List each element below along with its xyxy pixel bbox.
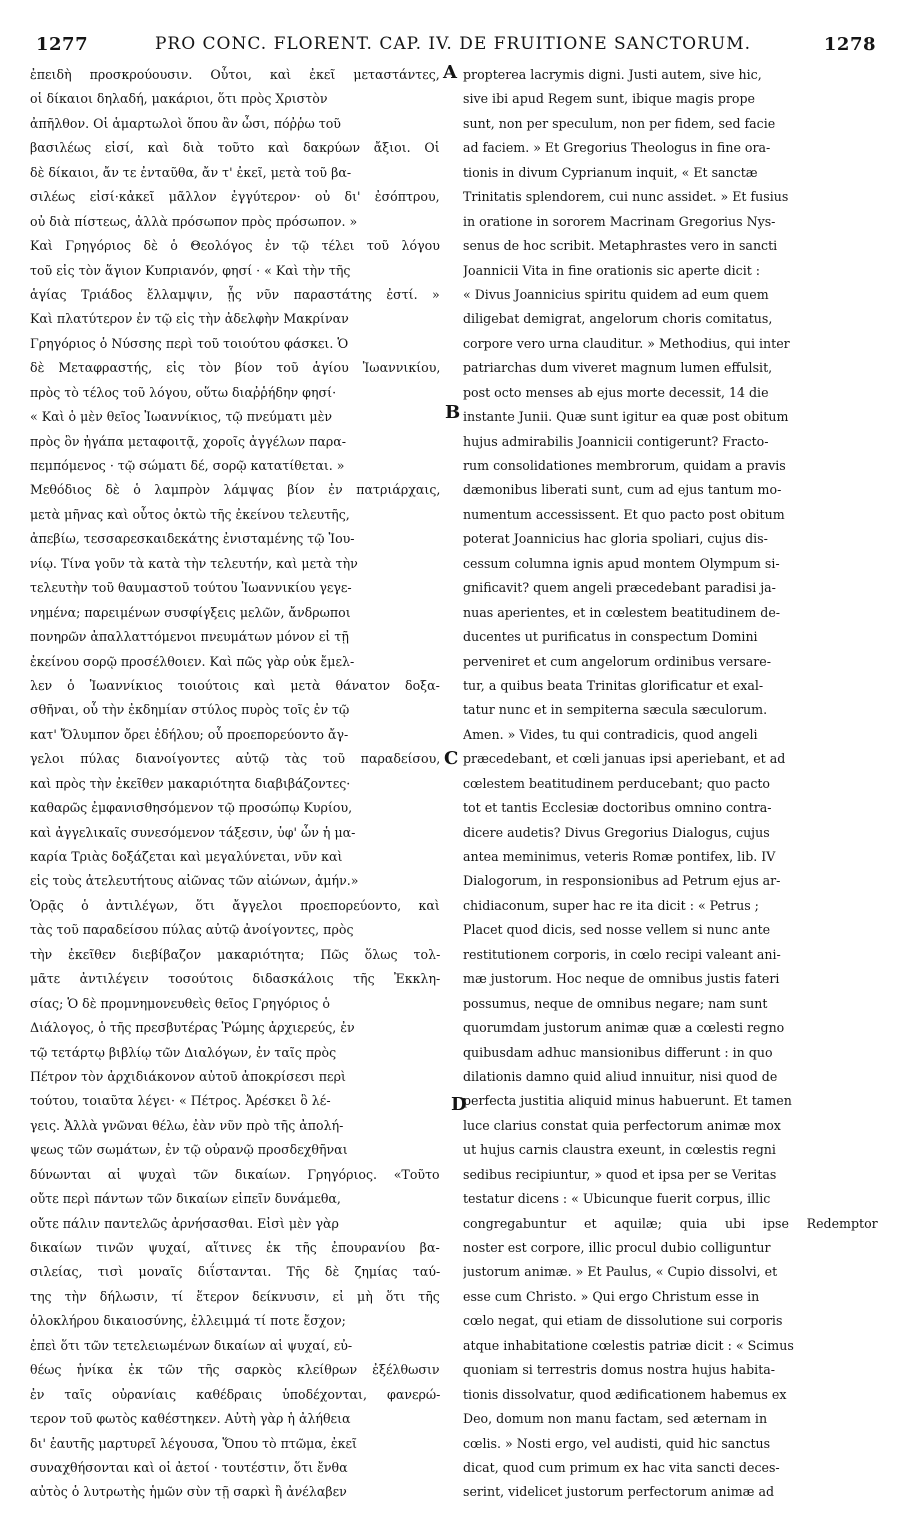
latin-text-line: esse cum Christo. » Qui ergo Christum esse in bbox=[463, 1288, 760, 1304]
latin-text-line: quibusdam adhuc mansionibus differunt : in quo bbox=[463, 1044, 773, 1060]
latin-text-line: nuas aperientes, et in cœlestem beatitudinem de- bbox=[463, 604, 781, 620]
latin-text-line: congregabuntur et aquilæ; quia ubi ipse Redemptor bbox=[463, 1215, 878, 1231]
greek-text-line: δικαίων τινῶν ψυχαί, αἵτινες ἐκ τῆς ἐπουρανίου βα- bbox=[30, 1240, 440, 1255]
latin-text-line: tionis dissolvatur, quod ædificationem habemus ex bbox=[463, 1386, 787, 1402]
greek-text-line: τὴν ἐκεῖθεν διεβίβαζον μακαριότητα; Πῶς ὅλως τολ- bbox=[30, 946, 440, 962]
greek-text-line: πρὸς ὃν ἠγάπα μεταφοιτᾷ, χοροῖς ἀγγέλων παρα- bbox=[30, 433, 347, 449]
latin-text-line: quorumdam justorum animæ quæ a cœlesti regno bbox=[463, 1020, 785, 1036]
latin-text-line: corpore vero urna clauditur. » Methodius, qui inter bbox=[463, 335, 790, 351]
greek-text-line: δὲ δίκαιοι, ἄν τε ἐνταῦθα, ἄν τ' ἐκεῖ, μετὰ τοῦ βα- bbox=[30, 164, 352, 180]
greek-text-line: Διάλογος, ὁ τῆς πρεσβυτέρας Ῥώμης ἀρχιερεύς, ἐν bbox=[30, 1020, 355, 1036]
latin-text-line: dæmonibus liberati sunt, cum ad ejus tantum mo- bbox=[463, 482, 782, 498]
greek-text-line: « Καὶ ὁ μὲν θεῖος Ἰωαννίκιος, τῷ πνεύματι μὲν bbox=[30, 409, 333, 425]
greek-text-line: ἐκείνου σορῷ προσέλθοιεν. Καὶ πῶς γὰρ οὐκ ἔμελ- bbox=[30, 653, 355, 669]
greek-text-line: δὲ Μεταφραστής, εἰς τὸν βίον τοῦ ἁγίου Ἰωαννικίου, bbox=[30, 360, 440, 376]
greek-text-line: οὔτε περὶ πάντων τῶν δικαίων εἰπεῖν δυνάμεθα, bbox=[30, 1191, 341, 1207]
greek-text-line: μᾶτε ἀντιλέγειν τοσούτοις διδασκάλοις τῆς Ἐκκλη- bbox=[30, 971, 440, 987]
greek-text-line: εἰς τοὺς ἀτελευτήτους αἰῶνας τῶν αἰώνων, ἀμήν.» bbox=[30, 873, 359, 889]
latin-text-line: possumus, neque de omnibus negare; nam sunt bbox=[463, 995, 768, 1011]
latin-text-line: antea meminimus, veteris Romæ pontifex, lib. IV bbox=[463, 849, 776, 864]
latin-text-line: ut hujus carnis claustra exeunt, in cœlestis regni bbox=[463, 1142, 776, 1158]
latin-text-line: in oratione in sororem Macrinam Gregorius Nys- bbox=[463, 213, 776, 229]
latin-text-line: Deo, domum non manu factam, sed æternam in bbox=[463, 1411, 768, 1427]
latin-text-line: justorum animæ. » Et Paulus, « Cupio dissolvi, et bbox=[463, 1264, 778, 1280]
greek-text-line: καθαρῶς ἐμφανισθησόμενον τῷ προσώπῳ Κυρίου, bbox=[30, 800, 353, 816]
latin-text-line: « Divus Joannicius spiritu quidem ad eum quem bbox=[463, 286, 769, 302]
latin-text-line: sunt, non per speculum, non per fidem, sed facie bbox=[463, 115, 776, 131]
greek-text-line: τελευτὴν τοῦ θαυμαστοῦ τούτου Ἰωαννικίου γεγε- bbox=[30, 580, 352, 596]
latin-text-line: serint, videlicet justorum perfectorum animæ ad bbox=[463, 1484, 775, 1500]
greek-text-line: πονηρῶν ἀπαλλαττόμενοι πνευμάτων μόνον εἰ τῇ bbox=[30, 629, 349, 645]
latin-text-line: dicere audetis? Divus Gregorius Dialogus, cujus bbox=[463, 824, 770, 840]
greek-text-line: τούτου, τοιαῦτα λέγει· « Πέτρος. Ἀρέσκει ὃ λέ- bbox=[30, 1093, 331, 1109]
greek-text-line: καὶ ἀγγελικαῖς συνεσόμενον τάξεσιν, ὑφ' ὧν ἡ μα- bbox=[30, 824, 356, 840]
latin-text-column bbox=[463, 63, 878, 1505]
greek-text-line: Καὶ πλατύτερον ἐν τῷ εἰς τὴν ἀδελφὴν Μακρίναν bbox=[30, 311, 349, 327]
greek-text-column bbox=[30, 63, 440, 1505]
latin-text-line: post octo menses ab ejus morte decessit, 14 die bbox=[463, 384, 769, 400]
latin-text-line: luce clarius constat quia perfectorum animæ mox bbox=[463, 1117, 781, 1133]
greek-text-line: θέως ἡνίκα ἐκ τῶν τῆς σαρκὸς κλείθρων ἐξέλθωσιν bbox=[30, 1362, 440, 1378]
greek-text-line: ἀπεβίω, τεσσαρεσκαιδεκάτης ἐνισταμένης τῷ Ἰου- bbox=[30, 531, 355, 547]
greek-text-line: καρία Τριὰς δοξάζεται καὶ μεγαλύνεται, νῦν καὶ bbox=[30, 849, 343, 864]
page-number-right: 1278 bbox=[823, 34, 876, 55]
latin-text-line: Joannicii Vita in fine orationis sic aperte dicit : bbox=[463, 262, 761, 278]
greek-text-line: σθῆναι, οὗ τὴν ἐκδημίαν στύλος πυρὸς τοῖς ἐν τῷ bbox=[30, 702, 350, 718]
latin-text-line: tatur nunc et in sempiterna sæcula sæculorum. bbox=[463, 702, 768, 718]
greek-text-line: πρὸς τὸ τέλος τοῦ λόγου, οὕτω διαῤῥήδην φησί· bbox=[30, 384, 337, 400]
greek-text-line: βασιλέως εἰσί, καὶ διὰ τοῦτο καὶ δακρύων ἄξιοι. Οἱ bbox=[30, 140, 440, 156]
latin-text-line: senus de hoc scribit. Metaphrastes vero in sancti bbox=[463, 238, 778, 254]
latin-text-line: ducentes ut purificatus in conspectum Domini bbox=[463, 629, 758, 645]
greek-text-line: δύνωνται αἱ ψυχαὶ τῶν δικαίων. Γρηγόριος. «Τοῦτο bbox=[30, 1166, 440, 1182]
latin-text-line: cœlis. » Nosti ergo, vel audisti, quid hic sanctus bbox=[463, 1435, 771, 1451]
section-marker-d: D bbox=[451, 1094, 467, 1115]
latin-text-line: tot et tantis Ecclesiæ doctoribus omnino contra- bbox=[463, 800, 772, 816]
latin-text-line: dilationis damno quid aliud innuitur, nisi quod de bbox=[463, 1068, 778, 1084]
greek-text-line: σιλέως εἰσί·κἀκεῖ μᾶλλον ἐγγύτερον· οὐ δι' ἐσόπτρου, bbox=[30, 189, 440, 205]
greek-text-line: κατ' Ὄλυμπον ὄρει ἐδήλου; οὗ προεπορεύοντο ἄγ- bbox=[30, 726, 349, 742]
greek-text-line: Μεθόδιος δὲ ὁ λαμπρὸν λάμψας βίον ἐν πατριάρχαις, bbox=[30, 482, 440, 498]
latin-text-line: sedibus recipiuntur, » quod et ipsa per se Veritas bbox=[463, 1166, 777, 1182]
greek-text-line: ἁγίας Τριάδος ἔλλαμψιν, ᾗς νῦν παραστάτης ἐστί. » bbox=[30, 286, 440, 302]
greek-text-line: ἐπειδὴ προσκρούουσιν. Οὗτοι, καὶ ἐκεῖ μεταστάντες, bbox=[30, 67, 440, 82]
latin-text-line: perfecta justitia aliquid minus habuerunt. Et tamen bbox=[463, 1093, 792, 1109]
greek-text-line: γεις. Ἀλλὰ γνῶναι θέλω, ἐὰν νῦν πρὸ τῆς ἀπολή- bbox=[30, 1117, 344, 1133]
greek-text-line: της τὴν δήλωσιν, τί ἕτερον δείκνυσιν, εἰ μὴ ὅτι τῆς bbox=[30, 1288, 440, 1304]
greek-text-line: ἀπῆλθον. Οἱ ἁμαρτωλοὶ ὅπου ἂν ὦσι, πόῤῥω τοῦ bbox=[30, 115, 341, 131]
latin-text-line: numentum accessissent. Et quo pacto post obitum bbox=[463, 506, 785, 522]
latin-text-line: instante Junii. Quæ sunt igitur ea quæ post obitum bbox=[463, 409, 789, 425]
latin-text-line: noster est corpore, illic procul dubio colliguntur bbox=[463, 1240, 771, 1255]
latin-text-line: chidiaconum, super hac re ita dicit : « Petrus ; bbox=[463, 897, 759, 913]
latin-text-line: atque inhabitatione cœlestis patriæ dicit : « Scimus bbox=[463, 1337, 794, 1353]
greek-text-line: ὁλοκλήρου δικαιοσύνης, ἐλλειμμά τί ποτε ἔσχον; bbox=[30, 1313, 346, 1329]
latin-text-line: cœlo negat, qui etiam de dissolutione sui corporis bbox=[463, 1313, 783, 1329]
greek-text-line: ψεως τῶν σωμάτων, ἐν τῷ οὐρανῷ προσδεχθῆναι bbox=[30, 1142, 348, 1158]
greek-text-line: αὐτὸς ὁ λυτρωτὴς ἡμῶν σὺν τῇ σαρκὶ ἢ ἀνέλαβεν bbox=[30, 1484, 347, 1500]
latin-text-line: tur, a quibus beata Trinitas glorificatur et exal- bbox=[463, 677, 764, 693]
greek-text-line: Γρηγόριος ὁ Νύσσης περὶ τοῦ τοιούτου φάσκει. Ὁ bbox=[30, 335, 349, 351]
latin-text-line: diligebat demigrat, angelorum choris comitatus, bbox=[463, 311, 773, 327]
greek-text-line: οὔτε πάλιν παντελῶς ἀρνήσασθαι. Εἰσὶ μὲν γὰρ bbox=[30, 1215, 339, 1231]
greek-text-line: δι' ἑαυτῆς μαρτυρεῖ λέγουσα, Ὅπου τὸ πτῶμα, ἐκεῖ bbox=[30, 1435, 357, 1451]
greek-text-line: σίας; Ὁ δὲ προμνημονευθεὶς θεῖος Γρηγόριος ὁ bbox=[30, 995, 330, 1011]
greek-text-line: Πέτρον τὸν ἀρχιδιάκονον αὐτοῦ ἀποκρίσεσι περὶ bbox=[30, 1068, 346, 1084]
latin-text-line: tionis in divum Cyprianum inquit, « Et sanctæ bbox=[463, 164, 758, 180]
greek-text-line: ἐπεὶ ὅτι τῶν τετελειωμένων δικαίων αἱ ψυχαί, εὐ- bbox=[30, 1337, 353, 1353]
greek-text-line: τὰς τοῦ παραδείσου πύλας αὐτῷ ἀνοίγοντες, πρὸς bbox=[30, 922, 354, 938]
latin-text-line: perveniret et cum angelorum ordinibus versare- bbox=[463, 653, 771, 669]
page-number-left: 1277 bbox=[36, 34, 89, 55]
greek-text-line: τερον τοῦ φωτὸς καθέστηκεν. Αὐτὴ γὰρ ἡ ἀλήθεια bbox=[30, 1411, 351, 1427]
section-marker-b: B bbox=[445, 402, 461, 423]
latin-text-line: poterat Joannicius hac gloria spoliari, cujus dis- bbox=[463, 531, 768, 547]
greek-text-line: οἱ δίκαιοι δηλαδή, μακάριοι, ὅτι πρὸς Χριστὸν bbox=[30, 91, 328, 107]
latin-text-line: sive ibi apud Regem sunt, ibique magis prope bbox=[463, 91, 756, 107]
greek-text-line: Καὶ Γρηγόριος δὲ ὁ Θεολόγος ἐν τῷ τέλει τοῦ λόγου bbox=[30, 238, 440, 254]
greek-text-line: Ὁρᾷς ὁ ἀντιλέγων, ὅτι ἄγγελοι προεπορεύοντο, καὶ bbox=[30, 897, 440, 913]
latin-text-line: cessum columna ignis apud montem Olympum si- bbox=[463, 555, 780, 571]
latin-text-line: ad faciem. » Et Gregorius Theologus in fine ora- bbox=[463, 140, 771, 156]
latin-text-line: hujus admirabilis Joannicii contigerunt? Fracto- bbox=[463, 433, 769, 449]
greek-text-line: τῷ τετάρτῳ βιβλίῳ τῶν Διαλόγων, ἐν ταῖς πρὸς bbox=[30, 1044, 337, 1060]
latin-text-line: Trinitatis splendorem, cui nunc assidet. » Et fusius bbox=[463, 189, 789, 205]
greek-text-line: οὐ διὰ πίστεως, ἀλλὰ πρόσωπον πρὸς πρόσωπον. » bbox=[30, 213, 358, 229]
greek-text-line: τοῦ εἰς τὸν ἅγιον Κυπριανόν, φησί · « Καὶ τὴν τῆς bbox=[30, 262, 351, 278]
greek-text-line: ἐν ταῖς οὐρανίαις καθέδραις ὑποδέχονται, φανερώ- bbox=[30, 1386, 440, 1402]
latin-text-line: propterea lacrymis digni. Justi autem, sive hic, bbox=[463, 67, 762, 82]
latin-text-line: dicat, quod cum primum ex hac vita sancti deces- bbox=[463, 1459, 780, 1475]
greek-text-line: πεμπόμενος · τῷ σώματι δέ, σορῷ κατατίθεται. » bbox=[30, 458, 345, 473]
greek-text-line: νημένα; παρειμένων συσφίγξεις μελῶν, ἄνδρωποι bbox=[30, 604, 351, 620]
latin-text-line: Dialogorum, in responsionibus ad Petrum ejus ar- bbox=[463, 873, 781, 889]
latin-text-line: mæ justorum. Hoc neque de omnibus justis fateri bbox=[463, 971, 780, 987]
greek-text-line: καὶ πρὸς τὴν ἐκεῖθεν μακαριότητα διαβιβάζοντες· bbox=[30, 775, 351, 791]
latin-text-line: gnificavit? quem angeli præcedebant paradisi ja- bbox=[463, 580, 776, 596]
greek-text-line: λεν ὁ Ἰωαννίκιος τοιούτοις καὶ μετὰ θάνατον δοξα- bbox=[30, 677, 440, 693]
greek-text-line: συναχθήσονται καὶ οἱ ἀετοί · τουτέστιν, ὅτι ἔνθα bbox=[30, 1459, 348, 1475]
latin-text-line: cœlestem beatitudinem perducebant; quo pacto bbox=[463, 775, 771, 791]
section-marker-c: C bbox=[444, 748, 459, 769]
greek-text-line: σιλείας, τισὶ μοναῖς διΐστανται. Τῆς δὲ ζημίας ταύ- bbox=[30, 1264, 440, 1280]
latin-text-line: rum consolidationes membrorum, quidam a pravis bbox=[463, 458, 786, 473]
running-title: PRO CONC. FLORENT. CAP. IV. DE FRUITIONE SANCTORUM. bbox=[154, 34, 752, 54]
greek-text-line: νίῳ. Τίνα γοῦν τὰ κατὰ τὴν τελευτήν, καὶ μετὰ τὴν bbox=[30, 555, 358, 571]
latin-text-line: quoniam si terrestris domus nostra hujus habita- bbox=[463, 1362, 776, 1378]
latin-text-line: Amen. » Vides, tu qui contradicis, quod angeli bbox=[463, 726, 758, 742]
latin-text-line: Placet quod dicis, sed nosse vellem si nunc ante bbox=[463, 922, 771, 938]
latin-text-line: præcedebant, et cœli januas ipsi aperiebant, et ad bbox=[463, 751, 786, 767]
latin-text-line: testatur dicens : « Ubicunque fuerit corpus, illic bbox=[463, 1191, 771, 1207]
running-header bbox=[30, 34, 876, 64]
greek-text-line: μετὰ μῆνας καὶ οὗτος ὀκτὼ τῆς ἐκείνου τελευτῆς, bbox=[30, 506, 350, 522]
latin-text-line: patriarchas dum viveret magnum lumen effulsit, bbox=[463, 360, 773, 376]
greek-text-line: γελοι πύλας διανοίγοντες αὐτῷ τὰς τοῦ παραδείσου, bbox=[30, 751, 440, 767]
section-marker-a: A bbox=[443, 62, 457, 83]
latin-text-line: restitutionem corporis, in cœlo recipi valeant ani- bbox=[463, 946, 781, 962]
